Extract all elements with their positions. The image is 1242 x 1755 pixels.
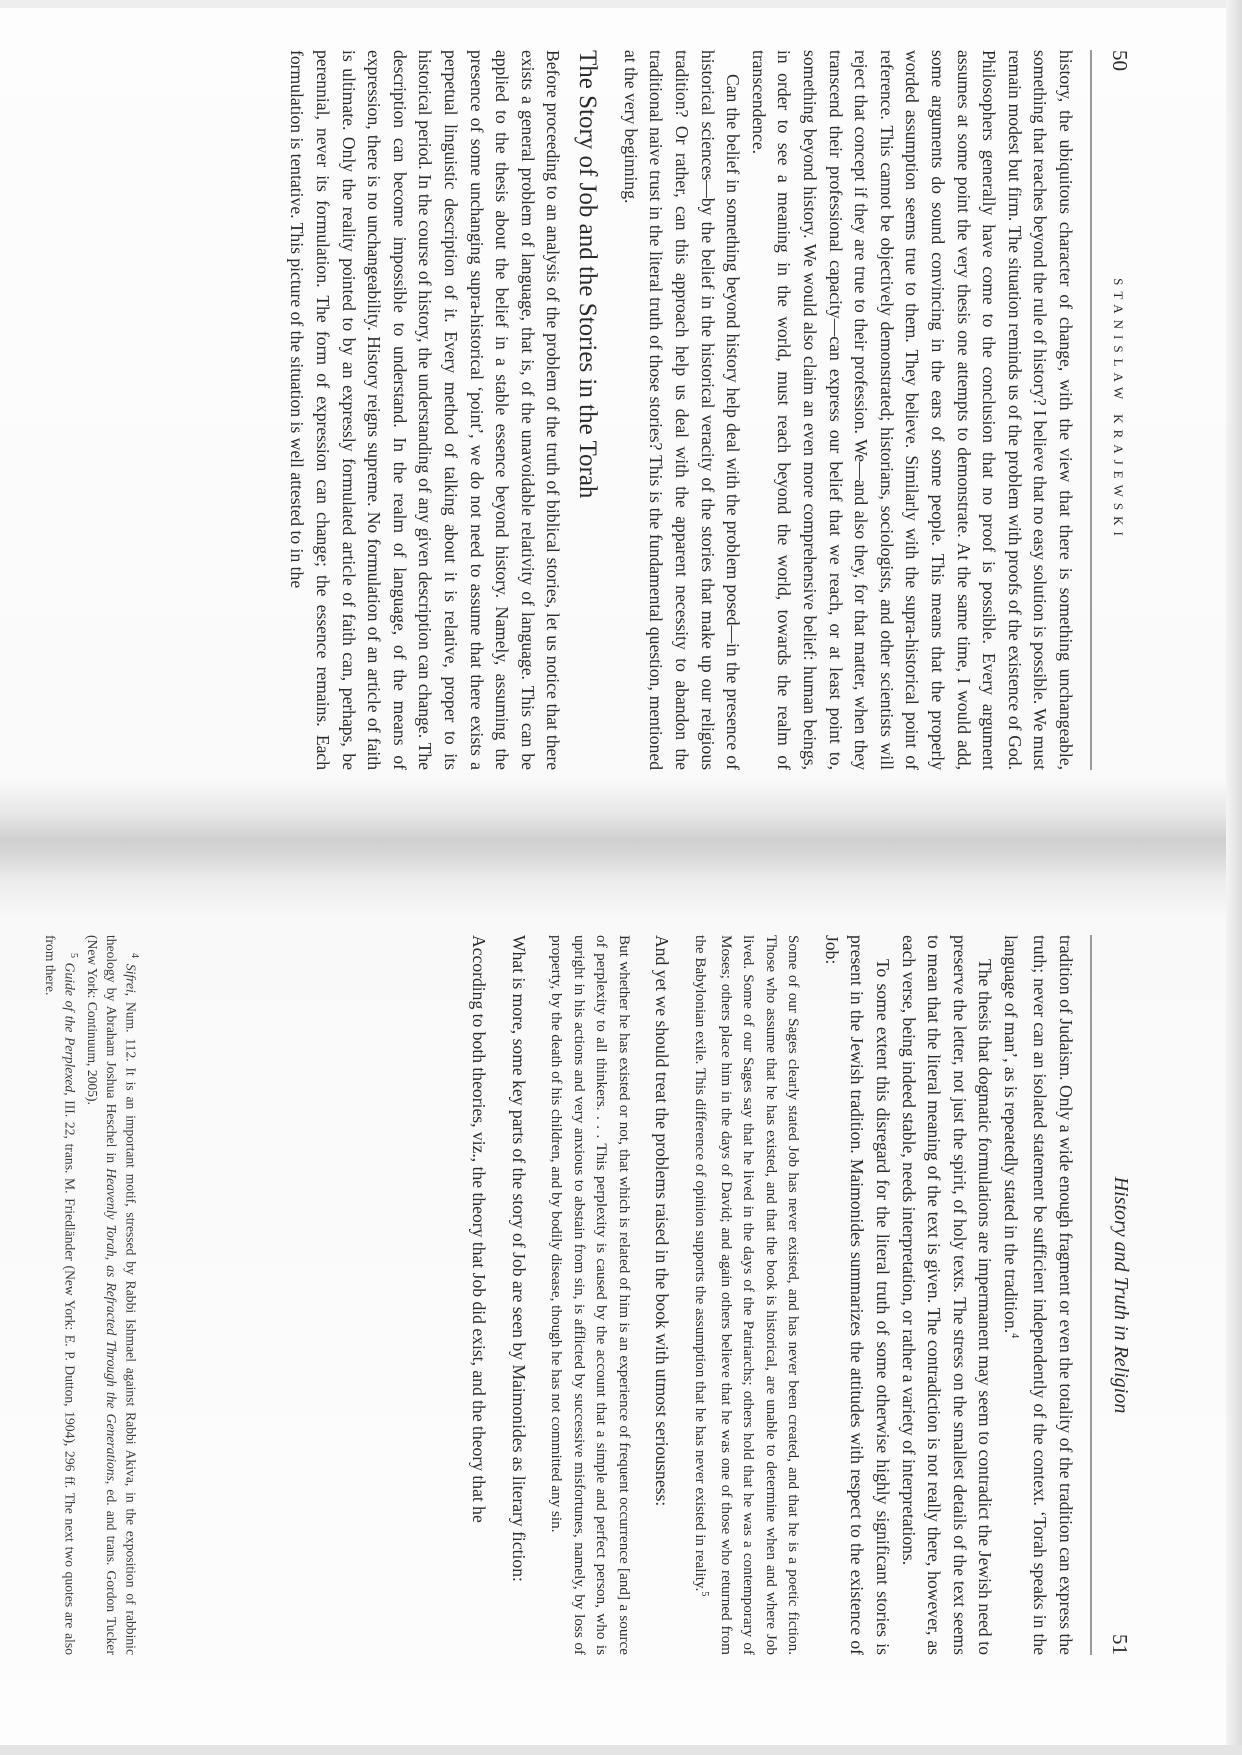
header-rule <box>1090 935 1092 1655</box>
paragraph: history, the ubiquitous character of change, with the view that there is something unchangeable, something that reaches beyond the rule of history? I believe that no easy solution is possible. We must remain modest but firm. The situation reminds us of the problem with proofs of the existence of God. Philosophers generally have come to the conclusion that no proof is possible. Every argument assumes at some point the very thesis one attempts to demonstrate. At the same time, I would add, some arguments do sound convincing in the ears of some people. This means that the properly worded assumption seems true to them. They believe. Similarly with the supra-historical point of reference. This cannot be objectively demonstrated; historians, sociologists, and other scientists will reject that concept if they are true to their profession. We—and also they, for that matter, when they transcend their professional capacity—can express our belief that we reach, or at least point to, something beyond history. We would also claim an even more comprehensive belief: human beings, in order to see a meaning in the world, must reach beyond the world, towards the realm of transcendence. <box>748 50 1076 770</box>
footnote-title: Heavenly Torah, as Refracted Through the Generations <box>104 1168 120 1481</box>
block-quote <box>688 935 804 1655</box>
footnote-5 <box>41 935 83 1655</box>
footnote-number: 4 <box>129 953 140 958</box>
section-heading: The Story of Job and the Stories in the Torah <box>574 50 602 499</box>
paragraph <box>997 935 1078 1655</box>
paragraph: Before proceeding to an analysis of the problem of the truth of biblical stories, let us notice that there exists a general problem of language, that is, of the unavoidable relativity of language. This can be applied to the thesis about the belief in a stable essence beyond history. Namely, assuming the presence of some unchanging supra-historical ‘point’, we do not need to assume that there exists a perpetual linguistic description of it. Every method of talking about it is relative, proper to its historical period. In the course of history, the understanding of any given description can change. The description can become impossible to understand. In the realm of language, of the means of expression, there is no unchangeability. History reigns supreme. No formulation of an article of faith is ultimate. Only the reality pointed to by an expressly formulated article of faith can, perhaps, be perennial, never its formulation. The form of expression can change; the essence remains. Each formulation is tentative. This picture of the situation is well attested to in the <box>287 50 564 770</box>
footnote-text: , Num. 112. It is an important motif, stressed by Rabbi Ishmael against Rabbi Akiva, in the exposition of rabbinic theology by Abraham Joshua Heschel in <box>104 935 139 1655</box>
footnote-ref: 4 <box>1008 1333 1020 1339</box>
footnote-text: , III. 22, trans. M. Friedländer (New York: E. P. Dutton, 1904), 296 ff. The next two quotes are also from there. <box>43 935 78 1655</box>
running-head: History and Truth in Religion <box>1110 1176 1132 1414</box>
scan-edge-bottom <box>0 1745 1242 1755</box>
paragraph: According to both theories, viz., the theory that Job did exist, and the theory that he <box>469 935 490 1523</box>
footnote-number: 5 <box>67 953 79 958</box>
paragraph: To some extent this disregard for the literal truth of some otherwise highly significant stories is present in the Jewish tradition. Maimonides summarizes the attitudes with respect to the existence of Job: <box>821 935 893 1655</box>
quote-text: Some of our Sages clearly stated Job has never existed, and has never been created, and that he is a poetic fiction. Those who assume that he has existed, and that the book is historical, are unable to determine when and where Job lived. Some of our Sages say that he lived in the days of the Patriarchs; others hold that he was a contemporary of Moses; others place him in the days of David; and again others believe that he was one of those who returned from the Babylonian exile. This difference of opinion supports the assumption that he has never existed in reality. <box>691 935 803 1655</box>
page-header <box>1102 935 1132 1655</box>
paragraph: The thesis that dogmatic formulations are impermanent may seem to contradict the Jewish need to preserve the letter, not just the spirit, of holy texts. The stress on the smallest details of the text seems to mean that the literal meaning of the text is given. The contradiction is not really there, however, as each verse, being indeed stable, needs interpretation, or rather a variety of interpretations. <box>898 935 996 1655</box>
page-50 <box>20 20 1150 800</box>
page-header <box>1102 50 1132 770</box>
paragraph: And yet we should treat the problems raised in the book with utmost seriousness: <box>652 935 673 1507</box>
footnote-title: Sifrei <box>123 963 139 993</box>
paragraph: Can the belief in something beyond history help deal with the problem posed—in the presence of historical sciences—by the belief in the historical veracity of the stories that make up our religious tradition? Or rather, can this approach help us deal with the apparent necessity to abandon the traditional naive trust in the literal truth of those stories? This is the fundamental question, mentioned at the very beginning. <box>620 50 744 770</box>
paragraph-text: tradition of Judaism. Only a wide enough fragment or even the totality of the tradition can express the truth; never can an isolated statement be sufficient independently of the context. ‘Torah speaks in the language of man’, as is repeatedly stated in the tradition. <box>1000 935 1076 1655</box>
scan-edge-right <box>1226 0 1242 1755</box>
footnote-4 <box>83 935 144 1655</box>
page-body <box>466 935 1078 1655</box>
footnote-ref: 5 <box>698 1591 710 1597</box>
paragraph: What is more, some key parts of the story of Job are seen by Maimonides as literary fiction: <box>508 935 529 1582</box>
page-number: 50 <box>1108 50 1132 71</box>
footnotes <box>41 935 144 1655</box>
footnote-text: , ed. and trans. Gordon Tucker (New York: Continuum, 2005). <box>85 935 120 1655</box>
page-number: 51 <box>1108 1634 1132 1655</box>
scan-edge-top <box>0 0 1242 8</box>
block-quote: But whether he has existed or not, that which is related of him is an experience of frequent occurrence [and] a source of perplexity to all thinkers. . . . This perplexity is caused by the account that a simple and perfect person, who is upright in his actions and very anxious to abstain from sin, is afflicted by successive misfortunes, namely, by loss of property, by the death of his children, and by bodily disease, though he has not committed any sin. <box>548 935 633 1655</box>
page-51 <box>20 905 1150 1685</box>
footnote-title: Guide of the Perplexed <box>62 962 78 1093</box>
running-head: STANISLAW KRAJEWSKI <box>1111 278 1126 542</box>
page-body <box>284 50 1078 770</box>
header-rule <box>1090 50 1092 770</box>
